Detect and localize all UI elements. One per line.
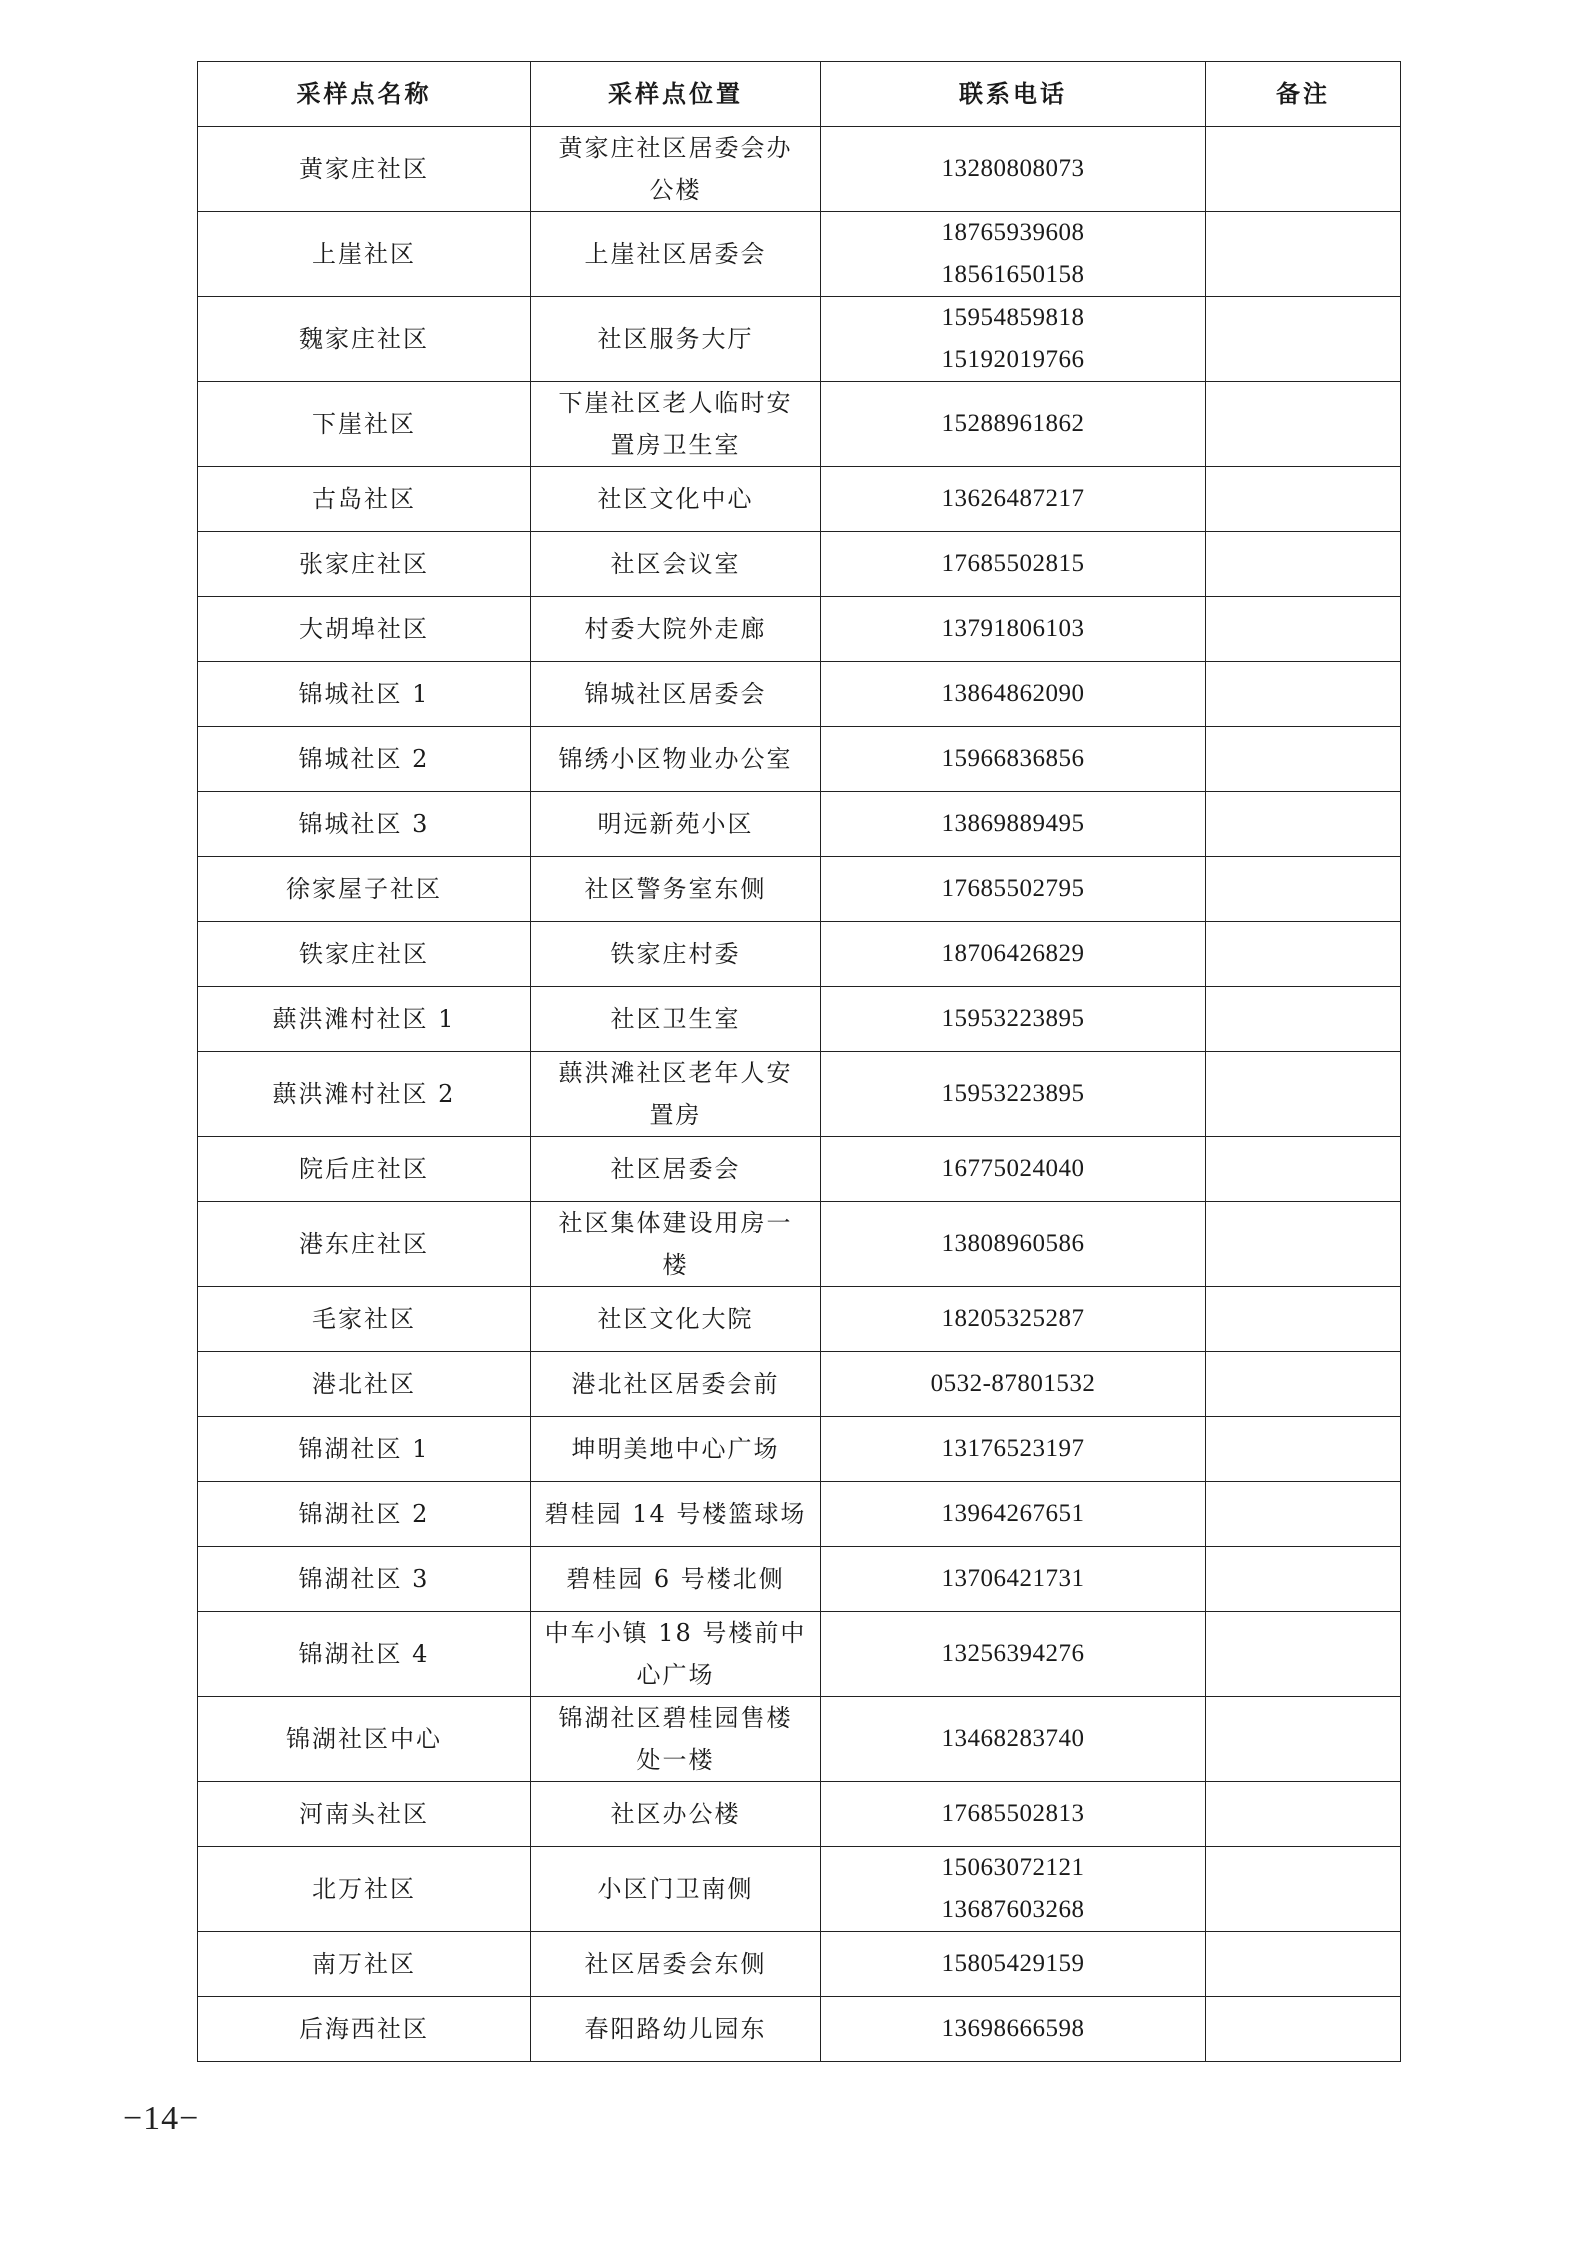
site-name-cell: 下崖社区 bbox=[198, 382, 531, 467]
site-location-cell bbox=[531, 1782, 821, 1847]
contact-phone-cell bbox=[821, 792, 1206, 857]
site-location-cell bbox=[531, 1482, 821, 1547]
phone-number: 0532-87801532 bbox=[930, 1370, 1096, 1397]
phone-number: 18205325287 bbox=[941, 1305, 1085, 1332]
phone-number: 18765939608 bbox=[941, 219, 1085, 246]
contact-phone-cell bbox=[821, 1202, 1206, 1287]
phone-number: 15953223895 bbox=[941, 1005, 1085, 1032]
site-name-cell: 锦湖社区 1 bbox=[198, 1417, 531, 1482]
site-name-cell: 魏家庄社区 bbox=[198, 297, 531, 382]
table-row bbox=[198, 1847, 1401, 1932]
site-name-cell: 锦湖社区 2 bbox=[198, 1482, 531, 1547]
site-name-cell: 铁家庄社区 bbox=[198, 922, 531, 987]
phone-number: 13256394276 bbox=[941, 1640, 1085, 1667]
remarks-cell bbox=[1206, 1137, 1401, 1202]
remarks-cell bbox=[1206, 727, 1401, 792]
site-location-cell bbox=[531, 1547, 821, 1612]
phone-number: 13687603268 bbox=[941, 1896, 1085, 1923]
phone-number: 13706421731 bbox=[941, 1565, 1085, 1592]
site-location-cell bbox=[531, 922, 821, 987]
site-name-cell: 毛家社区 bbox=[198, 1287, 531, 1352]
phone-number: 13808960586 bbox=[941, 1230, 1085, 1257]
site-location-cell bbox=[531, 792, 821, 857]
site-location-cell bbox=[531, 1697, 821, 1782]
location-line: 处一楼 bbox=[636, 1746, 715, 1774]
location-line: 春阳路幼儿园东 bbox=[584, 2015, 767, 2043]
table-row bbox=[198, 662, 1401, 727]
site-name-cell: 张家庄社区 bbox=[198, 532, 531, 597]
site-name-cell: 河南头社区 bbox=[198, 1782, 531, 1847]
phone-number: 18706426829 bbox=[941, 940, 1085, 967]
contact-phone-cell bbox=[821, 597, 1206, 662]
page-number: −14− bbox=[123, 2100, 200, 2137]
table-row bbox=[198, 1612, 1401, 1697]
header-contact-phone: 联系电话 bbox=[821, 62, 1206, 127]
remarks-cell bbox=[1206, 1932, 1401, 1997]
table-row bbox=[198, 987, 1401, 1052]
site-location-cell bbox=[531, 1137, 821, 1202]
table-row bbox=[198, 1137, 1401, 1202]
table-row bbox=[198, 1052, 1401, 1137]
site-name-cell: 蕻洪滩村社区 2 bbox=[198, 1052, 531, 1137]
table-row bbox=[198, 1482, 1401, 1547]
remarks-cell bbox=[1206, 1417, 1401, 1482]
sampling-points-table bbox=[197, 61, 1401, 2062]
table-row bbox=[198, 1202, 1401, 1287]
table-row bbox=[198, 1352, 1401, 1417]
site-location-cell bbox=[531, 1612, 821, 1697]
location-line: 社区文化中心 bbox=[597, 485, 754, 513]
site-name-cell: 院后庄社区 bbox=[198, 1137, 531, 1202]
phone-number: 13791806103 bbox=[941, 615, 1085, 642]
contact-phone-cell bbox=[821, 1352, 1206, 1417]
site-location-cell bbox=[531, 1287, 821, 1352]
location-line: 楼 bbox=[662, 1251, 689, 1279]
table-row bbox=[198, 727, 1401, 792]
contact-phone-cell bbox=[821, 1847, 1206, 1932]
location-line: 锦城社区居委会 bbox=[584, 680, 767, 708]
location-line: 社区卫生室 bbox=[610, 1005, 741, 1033]
header-site-name: 采样点名称 bbox=[198, 62, 531, 127]
remarks-cell bbox=[1206, 792, 1401, 857]
location-line: 锦绣小区物业办公室 bbox=[558, 745, 793, 773]
remarks-cell bbox=[1206, 922, 1401, 987]
contact-phone-cell bbox=[821, 727, 1206, 792]
contact-phone-cell bbox=[821, 987, 1206, 1052]
phone-number: 13626487217 bbox=[941, 485, 1085, 512]
contact-phone-cell bbox=[821, 1547, 1206, 1612]
remarks-cell bbox=[1206, 532, 1401, 597]
contact-phone-cell bbox=[821, 127, 1206, 212]
location-line: 社区居委会 bbox=[610, 1155, 741, 1183]
contact-phone-cell bbox=[821, 1417, 1206, 1482]
site-location-cell bbox=[531, 1202, 821, 1287]
location-line: 黄家庄社区居委会办 bbox=[558, 134, 793, 162]
location-line: 置房 bbox=[649, 1101, 702, 1129]
contact-phone-cell bbox=[821, 212, 1206, 297]
remarks-cell bbox=[1206, 662, 1401, 727]
phone-number: 13468283740 bbox=[941, 1725, 1085, 1752]
remarks-cell bbox=[1206, 1482, 1401, 1547]
table-row bbox=[198, 1997, 1401, 2062]
contact-phone-cell bbox=[821, 922, 1206, 987]
table-row bbox=[198, 922, 1401, 987]
location-line: 置房卫生室 bbox=[610, 431, 741, 459]
phone-number: 15954859818 bbox=[941, 304, 1085, 331]
header-remarks: 备注 bbox=[1206, 62, 1401, 127]
contact-phone-cell bbox=[821, 1287, 1206, 1352]
site-name-cell: 后海西社区 bbox=[198, 1997, 531, 2062]
remarks-cell bbox=[1206, 1052, 1401, 1137]
site-name-cell: 锦湖社区中心 bbox=[198, 1697, 531, 1782]
table-row bbox=[198, 467, 1401, 532]
table-row bbox=[198, 1932, 1401, 1997]
site-name-cell: 锦湖社区 3 bbox=[198, 1547, 531, 1612]
remarks-cell bbox=[1206, 1997, 1401, 2062]
contact-phone-cell bbox=[821, 1052, 1206, 1137]
remarks-cell bbox=[1206, 1202, 1401, 1287]
site-name-cell: 上崖社区 bbox=[198, 212, 531, 297]
site-name-cell: 锦城社区 1 bbox=[198, 662, 531, 727]
site-location-cell bbox=[531, 212, 821, 297]
remarks-cell bbox=[1206, 1612, 1401, 1697]
phone-number: 15953223895 bbox=[941, 1080, 1085, 1107]
site-location-cell bbox=[531, 382, 821, 467]
remarks-cell bbox=[1206, 1352, 1401, 1417]
location-line: 下崖社区老人临时安 bbox=[558, 389, 793, 417]
location-line: 蕻洪滩社区老年人安 bbox=[558, 1059, 793, 1087]
location-line: 坤明美地中心广场 bbox=[571, 1435, 780, 1463]
contact-phone-cell bbox=[821, 857, 1206, 922]
location-line: 社区办公楼 bbox=[610, 1800, 741, 1828]
location-line: 社区文化大院 bbox=[597, 1305, 754, 1333]
contact-phone-cell bbox=[821, 297, 1206, 382]
location-line: 碧桂园 6 号楼北侧 bbox=[566, 1565, 785, 1593]
site-location-cell bbox=[531, 727, 821, 792]
table-body bbox=[198, 127, 1401, 2062]
remarks-cell bbox=[1206, 1782, 1401, 1847]
phone-number: 15192019766 bbox=[941, 346, 1085, 373]
location-line: 中车小镇 18 号楼前中 bbox=[544, 1619, 807, 1647]
location-line: 公楼 bbox=[649, 176, 702, 204]
contact-phone-cell bbox=[821, 1697, 1206, 1782]
contact-phone-cell bbox=[821, 532, 1206, 597]
site-location-cell bbox=[531, 662, 821, 727]
site-location-cell bbox=[531, 1932, 821, 1997]
table-row bbox=[198, 597, 1401, 662]
site-location-cell bbox=[531, 532, 821, 597]
table-row bbox=[198, 857, 1401, 922]
location-line: 社区服务大厅 bbox=[597, 325, 754, 353]
site-name-cell: 港东庄社区 bbox=[198, 1202, 531, 1287]
location-line: 上崖社区居委会 bbox=[584, 240, 767, 268]
remarks-cell bbox=[1206, 987, 1401, 1052]
remarks-cell bbox=[1206, 467, 1401, 532]
site-location-cell bbox=[531, 1997, 821, 2062]
phone-number: 15288961862 bbox=[941, 410, 1085, 437]
remarks-cell bbox=[1206, 597, 1401, 662]
phone-number: 13280808073 bbox=[941, 155, 1085, 182]
site-location-cell bbox=[531, 1847, 821, 1932]
remarks-cell bbox=[1206, 1287, 1401, 1352]
location-line: 小区门卫南侧 bbox=[597, 1875, 754, 1903]
phone-number: 17685502813 bbox=[941, 1800, 1085, 1827]
contact-phone-cell bbox=[821, 1997, 1206, 2062]
phone-number: 13864862090 bbox=[941, 680, 1085, 707]
remarks-cell bbox=[1206, 127, 1401, 212]
remarks-cell bbox=[1206, 857, 1401, 922]
site-name-cell: 黄家庄社区 bbox=[198, 127, 531, 212]
table-header-row bbox=[198, 62, 1401, 127]
site-name-cell: 南万社区 bbox=[198, 1932, 531, 1997]
phone-number: 15966836856 bbox=[941, 745, 1085, 772]
location-line: 村委大院外走廊 bbox=[584, 615, 767, 643]
location-line: 心广场 bbox=[636, 1661, 715, 1689]
site-location-cell bbox=[531, 297, 821, 382]
contact-phone-cell bbox=[821, 467, 1206, 532]
site-name-cell: 蕻洪滩村社区 1 bbox=[198, 987, 531, 1052]
phone-number: 13964267651 bbox=[941, 1500, 1085, 1527]
phone-number: 17685502815 bbox=[941, 550, 1085, 577]
phone-number: 13698666598 bbox=[941, 2015, 1085, 2042]
phone-number: 16775024040 bbox=[941, 1155, 1085, 1182]
table-row bbox=[198, 1287, 1401, 1352]
table-row bbox=[198, 297, 1401, 382]
table-row bbox=[198, 212, 1401, 297]
location-line: 社区集体建设用房一 bbox=[558, 1209, 793, 1237]
site-location-cell bbox=[531, 857, 821, 922]
table-row bbox=[198, 1417, 1401, 1482]
location-line: 碧桂园 14 号楼篮球场 bbox=[544, 1500, 807, 1528]
contact-phone-cell bbox=[821, 662, 1206, 727]
remarks-cell bbox=[1206, 297, 1401, 382]
site-location-cell bbox=[531, 127, 821, 212]
phone-number: 17685502795 bbox=[941, 875, 1085, 902]
table-row bbox=[198, 1547, 1401, 1612]
remarks-cell bbox=[1206, 212, 1401, 297]
phone-number: 15063072121 bbox=[941, 1854, 1085, 1881]
site-name-cell: 徐家屋子社区 bbox=[198, 857, 531, 922]
site-name-cell: 锦湖社区 4 bbox=[198, 1612, 531, 1697]
site-location-cell bbox=[531, 467, 821, 532]
table-row bbox=[198, 1782, 1401, 1847]
site-name-cell: 锦城社区 3 bbox=[198, 792, 531, 857]
table-row bbox=[198, 532, 1401, 597]
phone-number: 13176523197 bbox=[941, 1435, 1085, 1462]
table-row bbox=[198, 792, 1401, 857]
contact-phone-cell bbox=[821, 1932, 1206, 1997]
phone-number: 18561650158 bbox=[941, 261, 1085, 288]
site-name-cell: 锦城社区 2 bbox=[198, 727, 531, 792]
location-line: 铁家庄村委 bbox=[610, 940, 741, 968]
remarks-cell bbox=[1206, 382, 1401, 467]
site-location-cell bbox=[531, 1417, 821, 1482]
phone-number: 13869889495 bbox=[941, 810, 1085, 837]
phone-number: 15805429159 bbox=[941, 1950, 1085, 1977]
contact-phone-cell bbox=[821, 1612, 1206, 1697]
remarks-cell bbox=[1206, 1547, 1401, 1612]
contact-phone-cell bbox=[821, 1482, 1206, 1547]
site-location-cell bbox=[531, 1052, 821, 1137]
table-row bbox=[198, 1697, 1401, 1782]
contact-phone-cell bbox=[821, 1782, 1206, 1847]
site-name-cell: 港北社区 bbox=[198, 1352, 531, 1417]
contact-phone-cell bbox=[821, 382, 1206, 467]
site-location-cell bbox=[531, 1352, 821, 1417]
site-name-cell: 北万社区 bbox=[198, 1847, 531, 1932]
site-location-cell bbox=[531, 987, 821, 1052]
location-line: 锦湖社区碧桂园售楼 bbox=[558, 1704, 793, 1732]
table-row bbox=[198, 127, 1401, 212]
location-line: 港北社区居委会前 bbox=[571, 1370, 780, 1398]
location-line: 社区居委会东侧 bbox=[584, 1950, 767, 1978]
site-location-cell bbox=[531, 597, 821, 662]
contact-phone-cell bbox=[821, 1137, 1206, 1202]
location-line: 社区警务室东侧 bbox=[584, 875, 767, 903]
site-name-cell: 大胡埠社区 bbox=[198, 597, 531, 662]
remarks-cell bbox=[1206, 1697, 1401, 1782]
location-line: 社区会议室 bbox=[610, 550, 741, 578]
site-name-cell: 古岛社区 bbox=[198, 467, 531, 532]
remarks-cell bbox=[1206, 1847, 1401, 1932]
location-line: 明远新苑小区 bbox=[597, 810, 754, 838]
table-row bbox=[198, 382, 1401, 467]
header-site-location: 采样点位置 bbox=[531, 62, 821, 127]
